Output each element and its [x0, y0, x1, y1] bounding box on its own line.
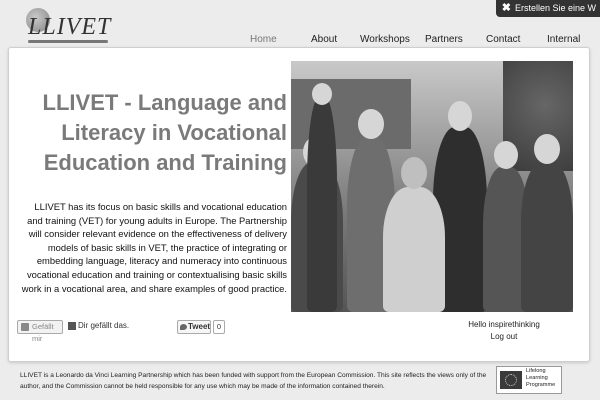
main-navigation [240, 34, 600, 48]
facebook-like-status [68, 321, 129, 330]
page-title: LLIVET - Language and Literacy in Vocational Education and Training [42, 90, 287, 175]
photo-person [307, 97, 337, 312]
intro-paragraph: LLIVET has its focus on basic skills and vocational education and training (VET) for young adults in Europe. The Partnership will consider relevant evidence on the effectiveness of delivery models of basic skills in VET, the practice of integrating or embedding language, literacy and numeracy into continuous vocational education and training or contextualising basic skills work in a vocational area, and share examples of good practice. [21, 201, 287, 294]
logout-link[interactable]: Log out [490, 332, 518, 341]
close-x-icon[interactable]: ✖ [501, 2, 511, 14]
logo-underline [28, 40, 108, 43]
content-card [8, 47, 590, 362]
nav-workshops[interactable]: Workshops [360, 34, 410, 45]
photo-person [383, 187, 445, 312]
partners-group-photo [291, 61, 573, 312]
badge-text: Lifelong Learning Programme [526, 368, 556, 389]
twitter-bird-icon [180, 324, 187, 330]
photo-person [521, 162, 573, 312]
facebook-like-button[interactable] [17, 320, 63, 343]
logo-text: LLIVET [28, 14, 112, 40]
user-greeting-link[interactable]: Hello inspirethinking [468, 320, 540, 329]
lifelong-learning-badge[interactable] [496, 366, 562, 394]
promo-label: Erstellen Sie eine W [514, 3, 596, 13]
nav-internal[interactable]: Internal [547, 34, 581, 45]
facebook-thumb-icon [21, 323, 29, 331]
nav-home[interactable]: Home [250, 34, 277, 45]
tweet-button[interactable] [177, 320, 211, 334]
nav-contact[interactable]: Contact [486, 34, 521, 45]
nav-partners[interactable]: Partners [425, 34, 463, 45]
facebook-icon [68, 322, 76, 330]
facebook-status-text: Dir gefällt das. [78, 321, 130, 330]
tweet-label: Tweet [188, 322, 211, 331]
footer-disclaimer: LLIVET is a Leonardo da Vinci Learning Partnership which has been funded with support from the European Commission. This site reflects the views only of the author, and the Commission cannot be held responsible for any use which may be made of the information contained therein. [20, 372, 487, 390]
eu-flag-icon [500, 371, 522, 389]
nav-about[interactable]: About [311, 34, 338, 45]
create-website-promo[interactable] [496, 0, 600, 17]
user-box [449, 319, 559, 343]
tweet-count: 0 [213, 320, 225, 334]
facebook-like-label: Gefällt mir [32, 322, 54, 343]
site-logo[interactable] [22, 6, 112, 46]
